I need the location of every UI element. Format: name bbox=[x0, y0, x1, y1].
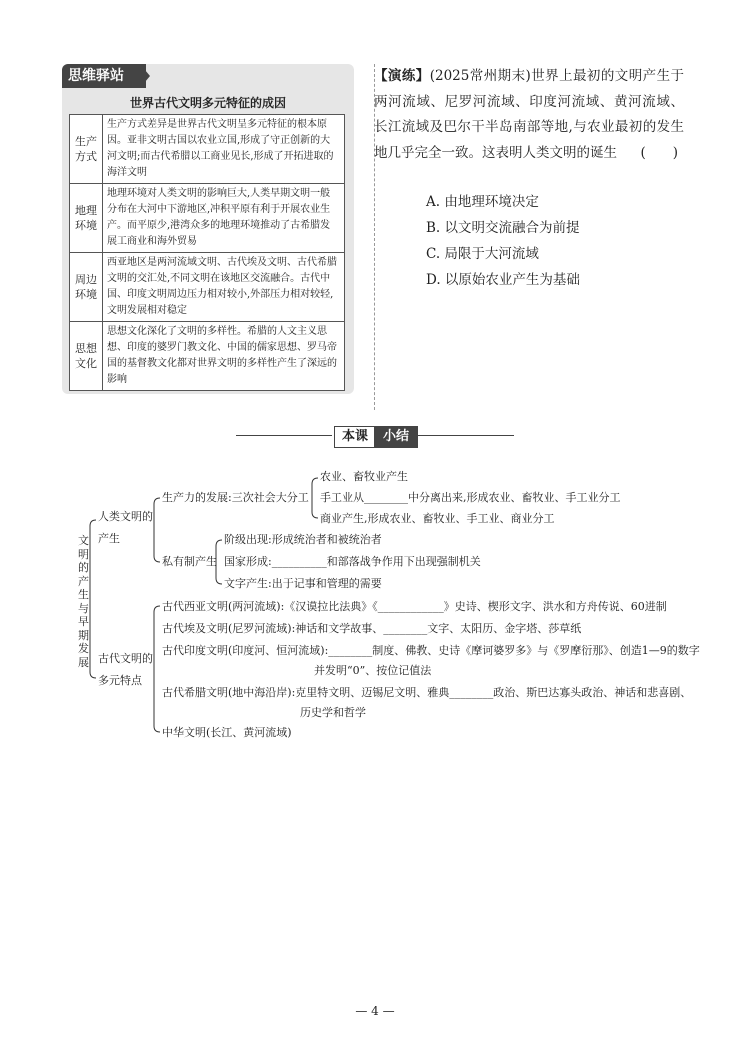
row-value: 地理环境对人类文明的影响巨大,人类早期文明一般分布在大河中下游地区,冲积平原有利于开展农业生产。而平原少,港湾众多的地理环境推动了古希腊发展工商业和海外贸易 bbox=[103, 184, 345, 253]
branch-2b: 多元特点 bbox=[98, 674, 142, 687]
branch-1-1-a: 农业、畜牧业产生 bbox=[320, 470, 408, 483]
branch-1-1-c: 商业产生,形成农业、畜牧业、手工业、商业分工 bbox=[320, 512, 555, 525]
option-c[interactable]: C. 局限于大河流域 bbox=[426, 246, 539, 262]
row-key: 地理环境 bbox=[70, 184, 103, 253]
row-key: 思想文化 bbox=[70, 322, 103, 391]
branch-2-3b: 并发明“0”、按位记值法 bbox=[314, 664, 432, 677]
row-value: 西亚地区是两河流域文明、古代埃及文明、古代希腊文明的交汇处,不同文明在该地区交流融合。古代中国、印度文明周边压力相对较小,外部压力相对较轻,文明发展相对稳定 bbox=[103, 253, 345, 322]
branch-1: 人类文明的 bbox=[98, 510, 153, 523]
branch-1b: 产生 bbox=[98, 532, 120, 545]
branch-2-4: 古代希腊文明(地中海沿岸):克里特文明、迈锡尼文明、雅典________政治、斯巴达寡头政治、神话和悲喜剧、 bbox=[162, 686, 692, 699]
branch-1-2-b: 国家形成:__________和部落战争作用下出现强制机关 bbox=[224, 555, 481, 568]
branch-2-1: 古代西亚文明(两河流域):《汉谟拉比法典》《____________》史诗、楔形文字、洪水和方舟传说、60进制 bbox=[162, 600, 667, 613]
summary-title-a: 本课 bbox=[334, 426, 376, 448]
row-value: 思想文化深化了文明的多样性。希腊的人文主义思想、印度的婆罗门教文化、中国的儒家思想、罗马帝国的基督教文化都对世界文明的多样性产生了深远的影响 bbox=[103, 322, 345, 391]
b1-1-bracket bbox=[312, 478, 318, 518]
summary-root: 文明的产生与早期发展 bbox=[78, 534, 89, 669]
b2-bracket bbox=[154, 606, 160, 732]
branch-2: 古代文明的 bbox=[98, 652, 153, 665]
b1-bracket bbox=[154, 498, 160, 562]
branch-2-5: 中华文明(长江、黄河流域) bbox=[162, 726, 292, 739]
branch-2-4b: 历史学和哲学 bbox=[300, 706, 366, 719]
branch-1-2-c: 文字产生:出于记事和管理的需要 bbox=[224, 577, 382, 590]
summary-title-b: 小结 bbox=[374, 426, 418, 448]
row-key: 周边环境 bbox=[70, 253, 103, 322]
row-value: 生产方式差异是世界古代文明呈多元特征的根本原因。亚非文明古国以农业立国,形成了守正创新的大河文明;而古代希腊以工商业见长,形成了开拓进取的海洋文明 bbox=[103, 115, 345, 184]
exercise-tag: 【演练】 bbox=[374, 68, 430, 84]
branch-1-2: 私有制产生 bbox=[162, 555, 217, 568]
option-a[interactable]: A. 由地理环境决定 bbox=[426, 194, 539, 210]
branch-1-1-b: 手工业从________中分离出来,形成农业、畜牧业、手工业分工 bbox=[320, 491, 621, 504]
branch-2-2: 古代埃及文明(尼罗河流域):神话和文学故事、________文字、太阳历、金字塔、莎草纸 bbox=[162, 622, 582, 635]
exercise-stem: (2025常州期末)世界上最初的文明产生于两河流域、尼罗河流域、印度河流域、黄河流域、长江流域及巴尔干半岛南部等地,与农业最初的发生地几乎完全一致。这表明人类文明的诞生 bbox=[374, 68, 685, 161]
thinking-station-tab: 思维驿站 bbox=[62, 64, 146, 88]
option-b[interactable]: B. 以文明交流融合为前提 bbox=[426, 220, 580, 236]
table-title: 世界古代文明多元特征的成因 bbox=[129, 96, 286, 110]
page-number: — 4 — bbox=[355, 1004, 395, 1018]
answer-bracket: ( ) bbox=[640, 144, 678, 161]
row-key: 生产方式 bbox=[70, 115, 103, 184]
branch-1-1: 生产力的发展:三次社会大分工 bbox=[162, 491, 309, 504]
branch-1-2-a: 阶级出现:形成统治者和被统治者 bbox=[224, 533, 382, 546]
option-d[interactable]: D. 以原始农业产生为基础 bbox=[426, 272, 580, 288]
branch-2-3: 古代印度文明(印度河、恒河流域):________制度、佛教、史诗《摩诃婆罗多》与《罗摩衍那》、创造1—9的数字 bbox=[162, 644, 700, 657]
